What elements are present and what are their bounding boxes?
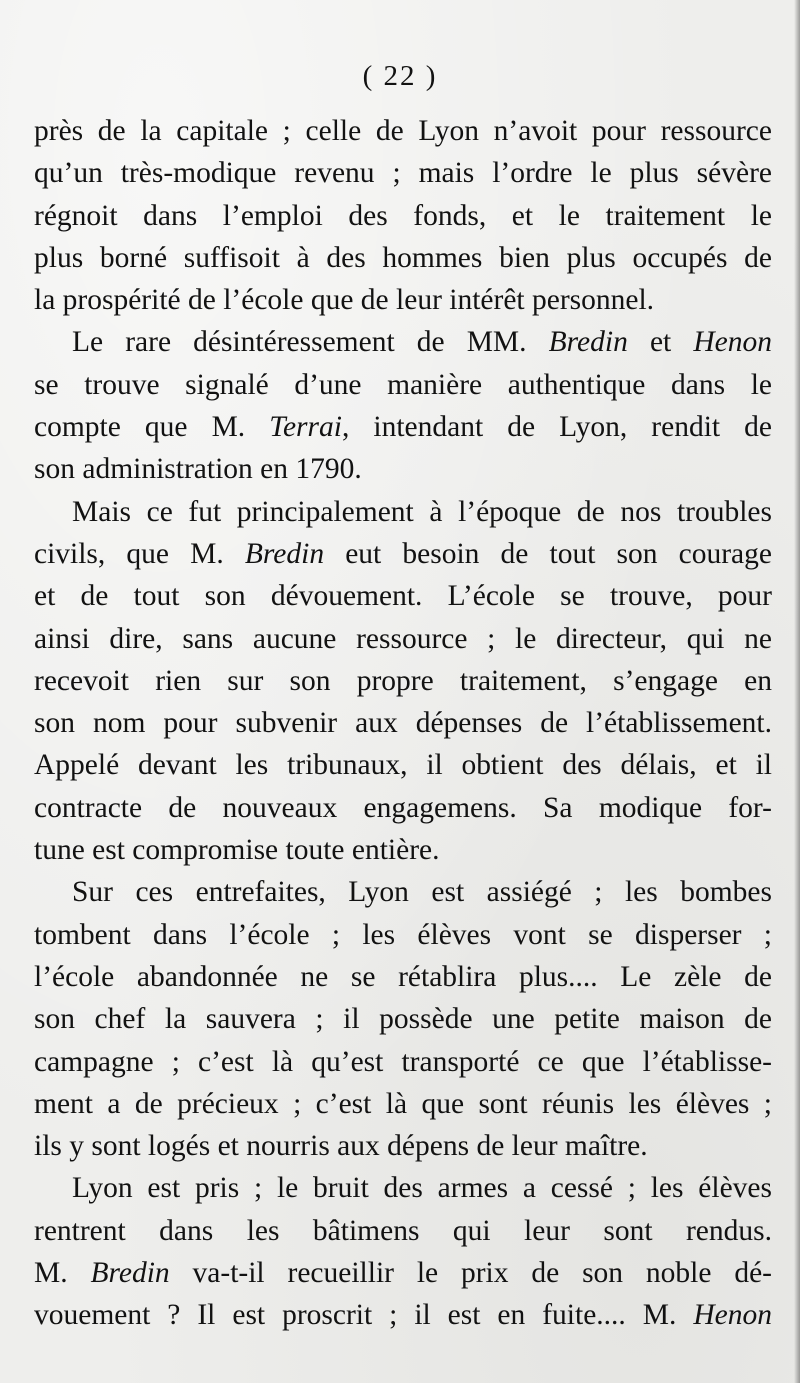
text-run: l’école abandonnée ne se rétablira plus.... Le zèle de <box>34 960 772 993</box>
text-line <box>34 448 772 490</box>
text-run: tombent dans l’école ; les élèves vont se disperser ; <box>34 918 772 951</box>
text-run: près de la capitale ; celle de Lyon n’avoit pour ressource <box>34 115 772 147</box>
text-line <box>34 956 772 998</box>
text-line <box>34 744 772 786</box>
text-run: la prospérité de l’école que de leur intérêt personnel. <box>34 284 655 317</box>
text-line <box>34 660 772 702</box>
text-line <box>34 914 772 956</box>
italic-name: Bredin <box>548 326 628 359</box>
text-line <box>34 1041 772 1083</box>
text-line <box>34 279 772 321</box>
text-run: ainsi dire, sans aucune ressource ; le directeur, qui ne <box>34 622 772 655</box>
page-number: ( 22 ) <box>362 60 438 92</box>
text-run: son chef la sauvera ; il possède une petite maison de <box>34 1003 772 1036</box>
text-line <box>34 1294 772 1336</box>
text-line <box>34 1210 772 1252</box>
text-line <box>34 702 772 744</box>
text-run: se trouve signalé d’une manière authentique dans le <box>34 368 772 401</box>
text-run: compte que M. <box>34 411 270 444</box>
text-run: eut besoin de tout son courage <box>324 537 772 570</box>
text-line <box>34 321 772 363</box>
text-line <box>34 1125 772 1167</box>
italic-name: Bredin <box>90 1257 170 1290</box>
text-line <box>34 998 772 1040</box>
text-run: et <box>627 326 694 359</box>
text-line <box>34 110 772 152</box>
text-run: son nom pour subvenir aux dépenses de l’établissement. <box>34 707 772 740</box>
text-line <box>34 829 772 871</box>
text-line <box>34 364 772 406</box>
text-line <box>34 533 772 575</box>
italic-name: Henon <box>693 326 772 359</box>
italic-name: Terrai <box>269 411 342 444</box>
text-line <box>34 491 772 533</box>
text-run: campagne ; c’est là qu’est transporté ce que l’établisse- <box>34 1045 772 1078</box>
text-line <box>34 575 772 617</box>
text-run: et de tout son dévouement. L’école se trouve, pour <box>34 580 772 613</box>
italic-name: Henon <box>693 1299 772 1332</box>
text-run: M. <box>34 1257 91 1290</box>
text-run: rentrent dans les bâtimens qui leur sont rendus. <box>34 1214 772 1247</box>
text-run: civils, que M. <box>34 537 245 570</box>
text-line <box>34 406 772 448</box>
text-run: Mais ce fut principalement à l’époque de nos troubles <box>72 495 772 528</box>
text-run: Appelé devant les tribunaux, il obtient des délais, et il <box>34 749 772 782</box>
text-line <box>34 195 772 237</box>
text-run: , intendant de Lyon, rendit de <box>341 411 773 444</box>
text-run: ment a de précieux ; c’est là que sont réunis les élèves ; <box>34 1087 772 1120</box>
text-run: plus borné suffisoit à des hommes bien plus occupés de <box>34 241 772 274</box>
text-line <box>34 618 772 660</box>
italic-name: Bredin <box>244 537 325 570</box>
text-run: Sur ces entrefaites, Lyon est assiégé ; les bombes <box>72 876 772 909</box>
body-text <box>34 110 772 1337</box>
text-line <box>34 787 772 829</box>
text-line <box>34 152 772 194</box>
text-run: vouement ? Il est proscrit ; il est en fuite.... M. <box>34 1299 694 1332</box>
text-line <box>34 237 772 279</box>
text-run: Lyon est pris ; le bruit des armes a cessé ; les élèves <box>72 1172 772 1205</box>
text-line <box>34 1167 772 1209</box>
text-line <box>34 1083 772 1125</box>
text-run: son administration en 1790. <box>34 453 362 486</box>
text-run: contracte de nouveaux engagemens. Sa modique for- <box>34 791 772 824</box>
text-run: tune est compromise toute entière. <box>34 834 440 867</box>
text-run: ils y sont logés et nourris aux dépens de leur maître. <box>34 1130 648 1163</box>
text-line <box>34 871 772 913</box>
text-line <box>34 1252 772 1294</box>
text-run: va-t-il recueillir le prix de son noble dé- <box>169 1257 772 1290</box>
text-run: qu’un très-modique revenu ; mais l’ordre le plus sévère <box>34 157 772 190</box>
text-run: régnoit dans l’emploi des fonds, et le traitement le <box>34 199 772 232</box>
text-run: Le rare désintéressement de MM. <box>72 326 549 359</box>
text-run: recevoit rien sur son propre traitement, s’engage en <box>34 664 772 697</box>
page-edge-shadow <box>794 0 800 1383</box>
